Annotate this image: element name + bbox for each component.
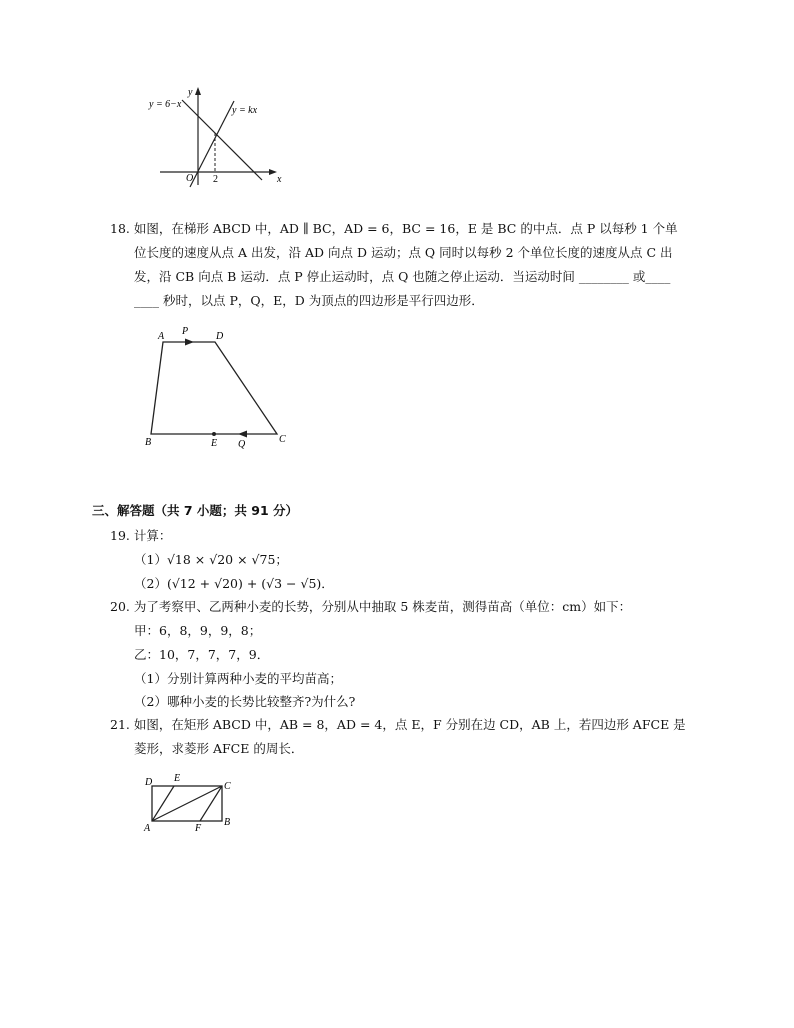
- label-E: E: [174, 773, 181, 784]
- y-axis-arrow: [195, 87, 201, 95]
- label-y-6-minus-x: y = 6−x: [149, 99, 182, 110]
- label-origin: O: [186, 173, 194, 184]
- label-B: B: [145, 437, 152, 448]
- q19-part-1: （1）√18 × √20 × √75；: [134, 552, 288, 567]
- point-e: [212, 432, 216, 436]
- label-Q: Q: [238, 439, 246, 450]
- q20-head: 20. 为了考察甲、乙两种小麦的长势，分别从中抽取 5 株麦苗，测得苗高（单位：cm）如下：: [110, 599, 632, 614]
- label-x: x: [277, 174, 282, 185]
- label-A: A: [144, 823, 151, 834]
- label-y: y: [188, 87, 193, 98]
- q-arrow: [238, 431, 247, 438]
- label-F: F: [195, 823, 202, 834]
- q20-part-1: （1）分别计算两种小麦的平均苗高；: [134, 671, 342, 686]
- q19-head: 19. 计算：: [110, 528, 172, 543]
- label-C: C: [279, 434, 286, 445]
- label-P: P: [182, 326, 189, 337]
- q20-yi: 乙：10，7，7，7，9．: [134, 647, 270, 662]
- q18-line-2: 位长度的速度从点 A 出发，沿 AD 向点 D 运动；点 Q 同时以每秒 2 个单位长度的速度从点 C 出: [134, 245, 673, 260]
- label-A: A: [158, 331, 165, 342]
- q18-trapezoid-figure: [140, 322, 300, 454]
- q20-part-2: （2）哪种小麦的长势比较整齐?为什么?: [134, 694, 356, 709]
- label-2: 2: [213, 174, 218, 185]
- label-E: E: [211, 438, 218, 449]
- q17-graph-figure: [140, 85, 290, 190]
- q19-part-2: （2）(√12 + √20) + (√3 − √5)．: [134, 576, 334, 591]
- q18-line-1: 18. 如图，在梯形 ABCD 中，AD ∥ BC，AD = 6，BC = 16，E 是 BC 的中点．点 P 以每秒 1 个单: [110, 221, 678, 236]
- x-axis-arrow: [269, 169, 277, 175]
- q20-jia: 甲：6，8，9，9，8；: [134, 623, 262, 638]
- q18-line-4: ____ 秒时，以点 P，Q，E，D 为顶点的四边形是平行四边形．: [134, 293, 484, 308]
- label-D: D: [145, 777, 153, 788]
- q21-line-1: 21. 如图，在矩形 ABCD 中，AB = 8，AD = 4，点 E，F 分别在边 CD，AB 上，若四边形 AFCE 是: [110, 717, 686, 732]
- label-C: C: [224, 781, 231, 792]
- q18-line-3: 发，沿 CB 向点 B 运动．点 P 停止运动时，点 Q 也随之停止运动．当运动时间 ________ 或____: [134, 269, 671, 284]
- label-D: D: [216, 331, 224, 342]
- section-title: 三、解答题（共 7 小题；共 91 分）: [92, 503, 299, 518]
- q21-rectangle-figure: [140, 770, 245, 836]
- trapezoid-abcd: [151, 342, 277, 434]
- q21-line-2: 菱形，求菱形 AFCE 的周长．: [134, 741, 304, 756]
- label-y-kx: y = kx: [232, 105, 258, 116]
- p-arrow: [185, 339, 194, 346]
- label-B: B: [224, 817, 231, 828]
